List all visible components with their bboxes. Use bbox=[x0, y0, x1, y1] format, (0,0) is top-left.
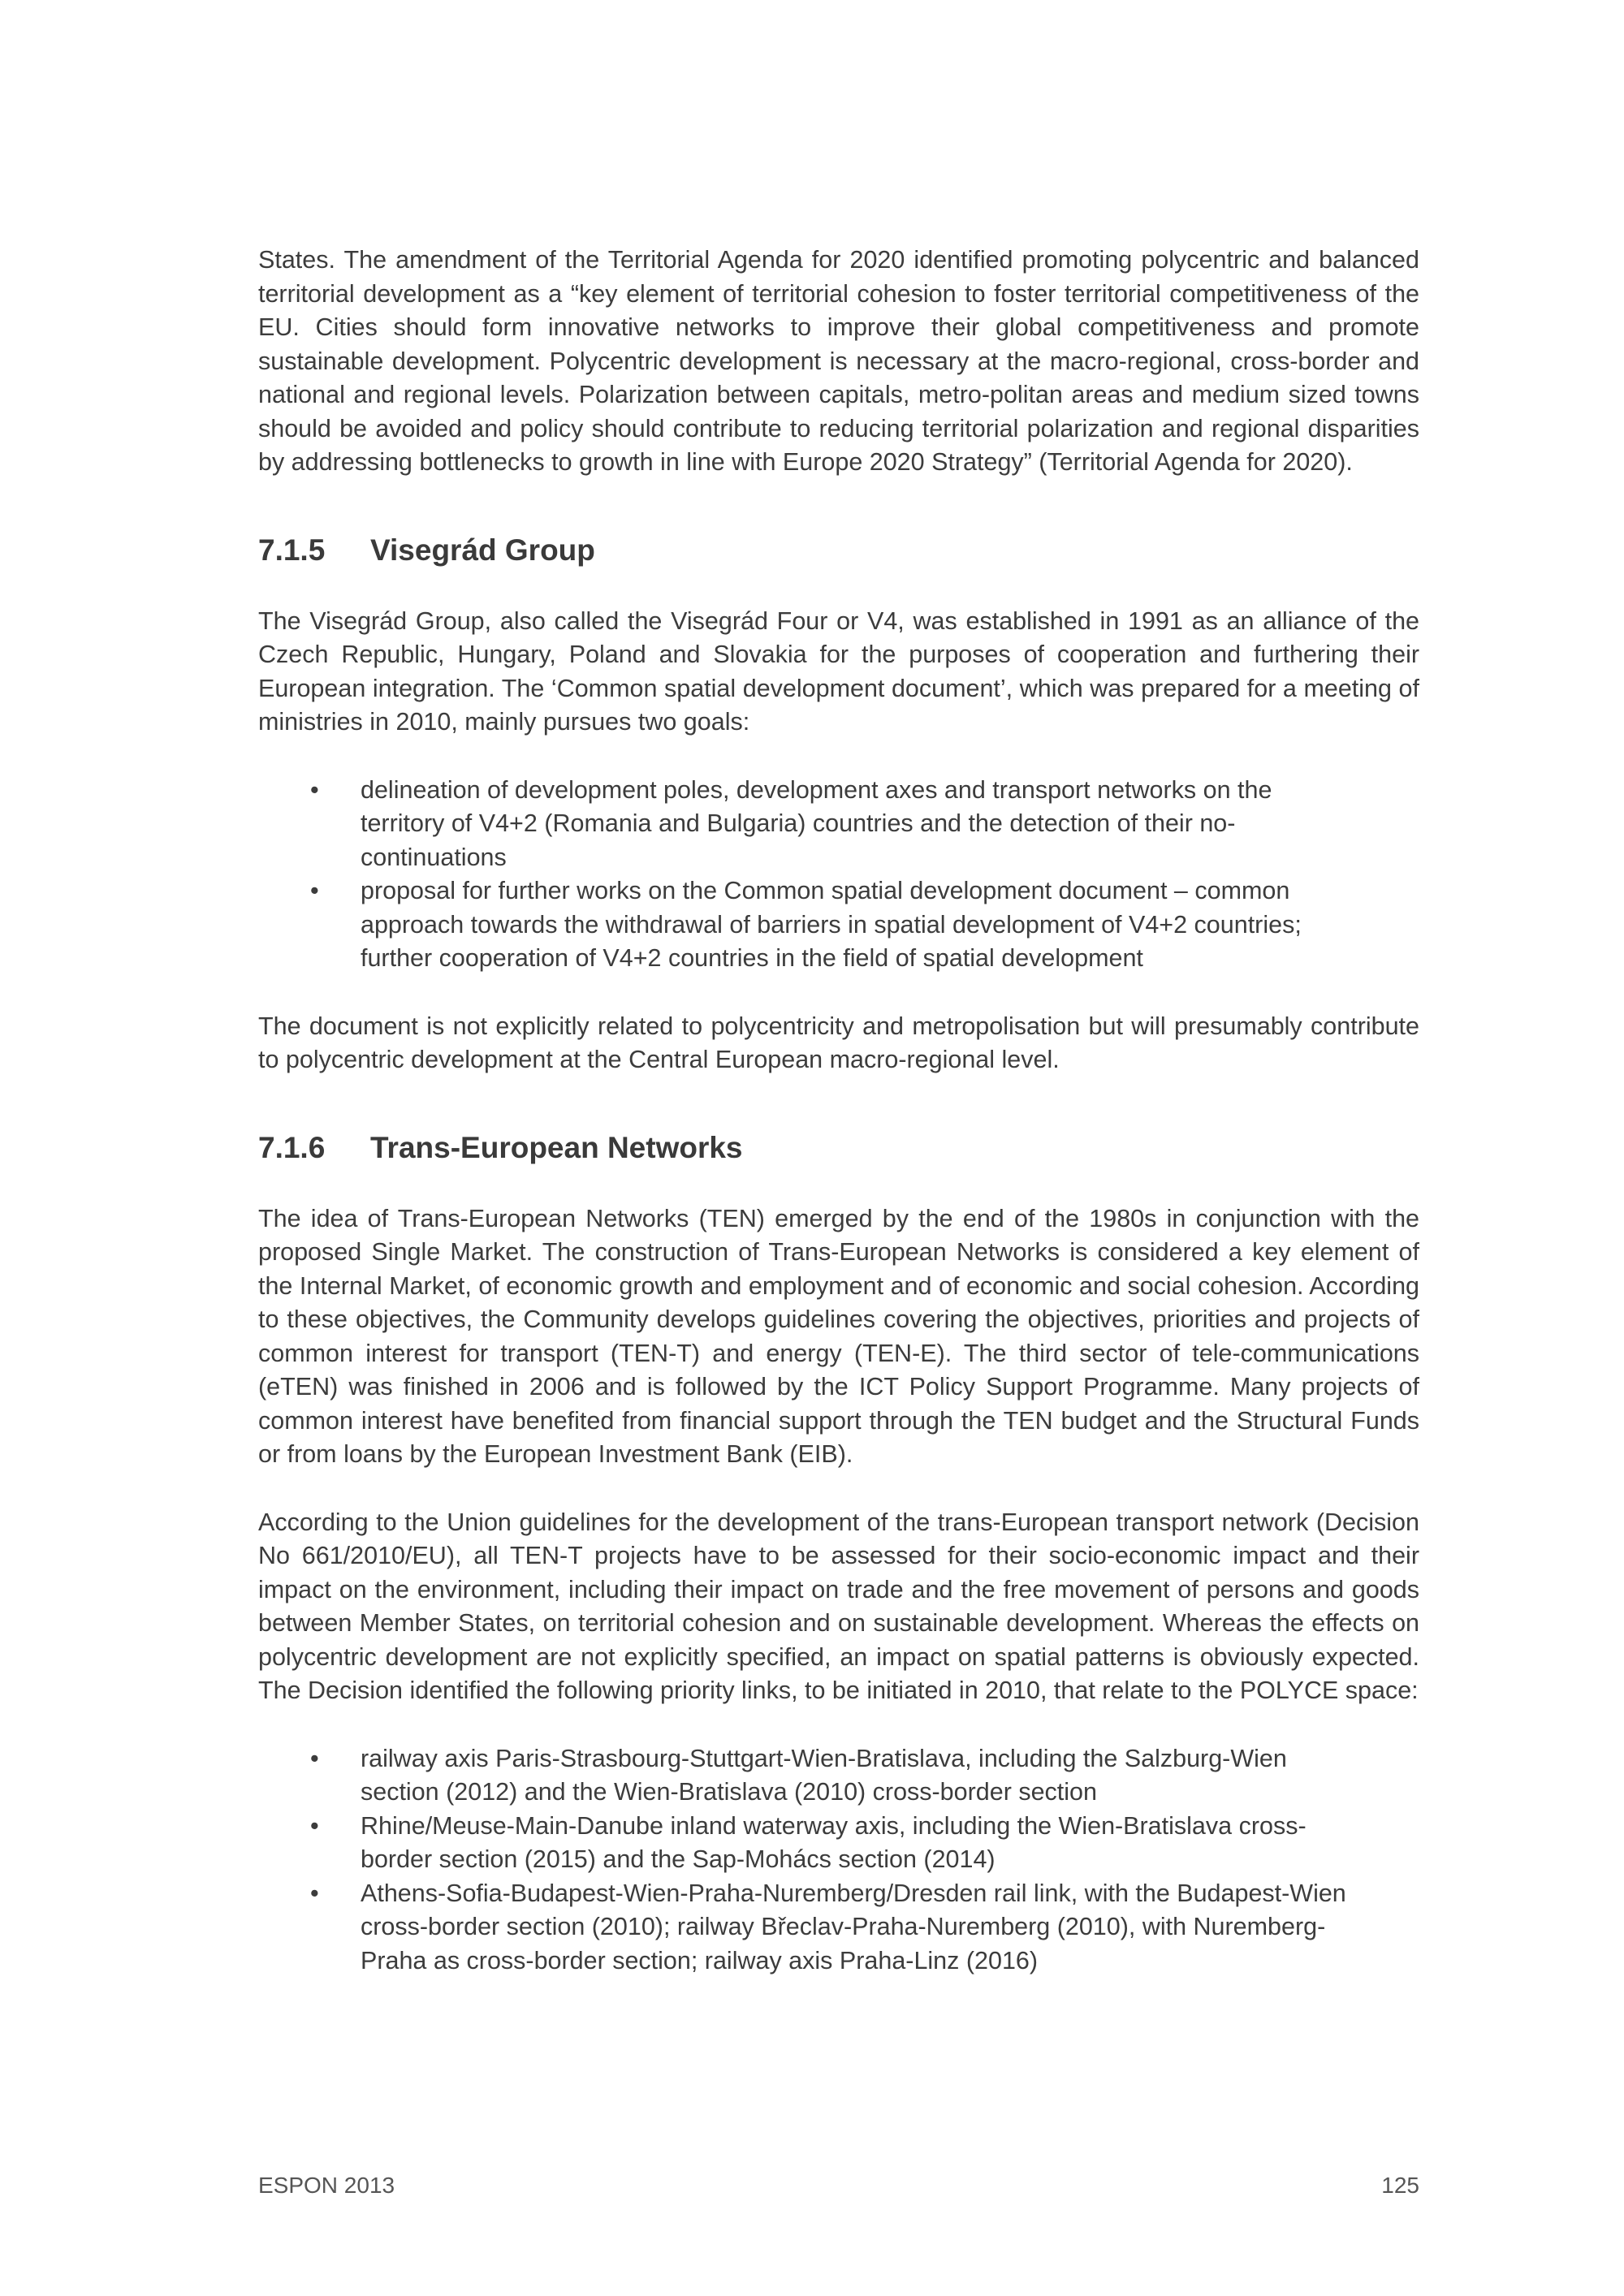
bullet-icon: • bbox=[310, 1879, 319, 1907]
bullet-icon: • bbox=[310, 877, 319, 904]
priority-links-list bbox=[258, 1742, 1419, 1979]
list-item: • Rhine/Meuse-Main-Danube inland waterway axis, including the Wien-Bratislava cross-border section (2015) and the Sap-Mohács section (2014) bbox=[258, 1810, 1351, 1877]
footer-publisher: ESPON 2013 bbox=[258, 2173, 395, 2198]
bullet-icon: • bbox=[310, 775, 319, 804]
section-number: 7.1.6 bbox=[258, 1130, 326, 1164]
page-content bbox=[258, 244, 1419, 1978]
section-number: 7.1.5 bbox=[258, 533, 326, 567]
page-number: 125 bbox=[1381, 2173, 1419, 2198]
bullet-icon: • bbox=[310, 1744, 319, 1772]
section-title: Trans-European Networks bbox=[370, 1130, 743, 1164]
section-heading-715 bbox=[258, 530, 1419, 571]
list-item: • Athens-Sofia-Budapest-Wien-Praha-Nuremberg/Dresden rail link, with the Budapest-Wien cross-border section (2010); railway Břeclav-Praha-Nuremberg (2010), with Nuremberg-Praha as cross-border section; railway axis Praha-Linz (2016) bbox=[258, 1877, 1351, 1979]
list-item: • railway axis Paris-Strasbourg-Stuttgart-Wien-Bratislava, including the Salzburg-Wien section (2012) and the Wien-Bratislava (2010) cross-border section bbox=[258, 1742, 1351, 1810]
bullet-icon: • bbox=[310, 1811, 319, 1840]
ten-paragraph-2: According to the Union guidelines for the development of the trans-European transport network (Decision No 661/2010/EU), all TEN-T projects have to be assessed for their socio-economic impact and their impact on the environment, including their impact on trade and the free movement of persons and goods between Member States, on territorial cohesion and on sustainable development. Whereas the effects on polycentric development are not explicitly specified, an impact on spatial patterns is obviously expected. The Decision identified the following priority links, to be initiated in 2010, that relate to the POLYCE space: bbox=[258, 1508, 1419, 1704]
list-item: • proposal for further works on the Common spatial development document – common approach towards the withdrawal of barriers in spatial development of V4+2 countries; further cooperation of V4+2 countries in the field of spatial development bbox=[258, 874, 1351, 976]
visegrad-paragraph-2: The document is not explicitly related to polycentricity and metropolisation but will presumably contribute to polycentric development at the Central European macro-regional level. bbox=[258, 1012, 1419, 1073]
section-heading-716 bbox=[258, 1128, 1419, 1168]
visegrad-paragraph-1: The Visegrád Group, also called the Visegrád Four or V4, was established in 1991 as an alliance of the Czech Republic, Hungary, Poland and Slovakia for the purposes of cooperation and furthering their European integration. The ‘Common spatial development document’, which was prepared for a meeting of ministries in 2010, mainly pursues two goals: bbox=[258, 606, 1419, 736]
visegrad-goals-list bbox=[258, 774, 1419, 976]
ten-paragraph-1: The idea of Trans-European Networks (TEN) emerged by the end of the 1980s in conjunction with the proposed Single Market. The construction of Trans-European Networks is considered a key element of the Internal Market, of economic growth and employment and of economic and social cohesion. According to these objectives, the Community develops guidelines covering the objectives, priorities and projects of common interest for transport (TEN-T) and energy (TEN-E). The third sector of tele-communications (eTEN) was finished in 2006 and is followed by the ICT Policy Support Programme. Many projects of common interest have benefited from financial support through the TEN budget and the Structural Funds or from loans by the European Investment Bank (EIB). bbox=[258, 1204, 1419, 1468]
intro-paragraph: States. The amendment of the Territorial Agenda for 2020 identified promoting polycentric and balanced territorial development as a “key element of territorial cohesion to foster territorial competitiveness of the EU. Cities should form innovative networks to improve their global competitiveness and promote sustainable development. Polycentric development is necessary at the macro-regional, cross-border and national and regional levels. Polarization between capitals, metro-politan areas and medium sized towns should be avoided and policy should contribute to reducing territorial polarization and regional disparities by addressing bottlenecks to growth in line with Europe 2020 Strategy” (Territorial Agenda for 2020). bbox=[258, 246, 1419, 476]
list-item: • delineation of development poles, development axes and transport networks on the territory of V4+2 (Romania and Bulgaria) countries and the detection of their no-continuations bbox=[258, 774, 1351, 875]
section-title: Visegrád Group bbox=[370, 533, 595, 567]
